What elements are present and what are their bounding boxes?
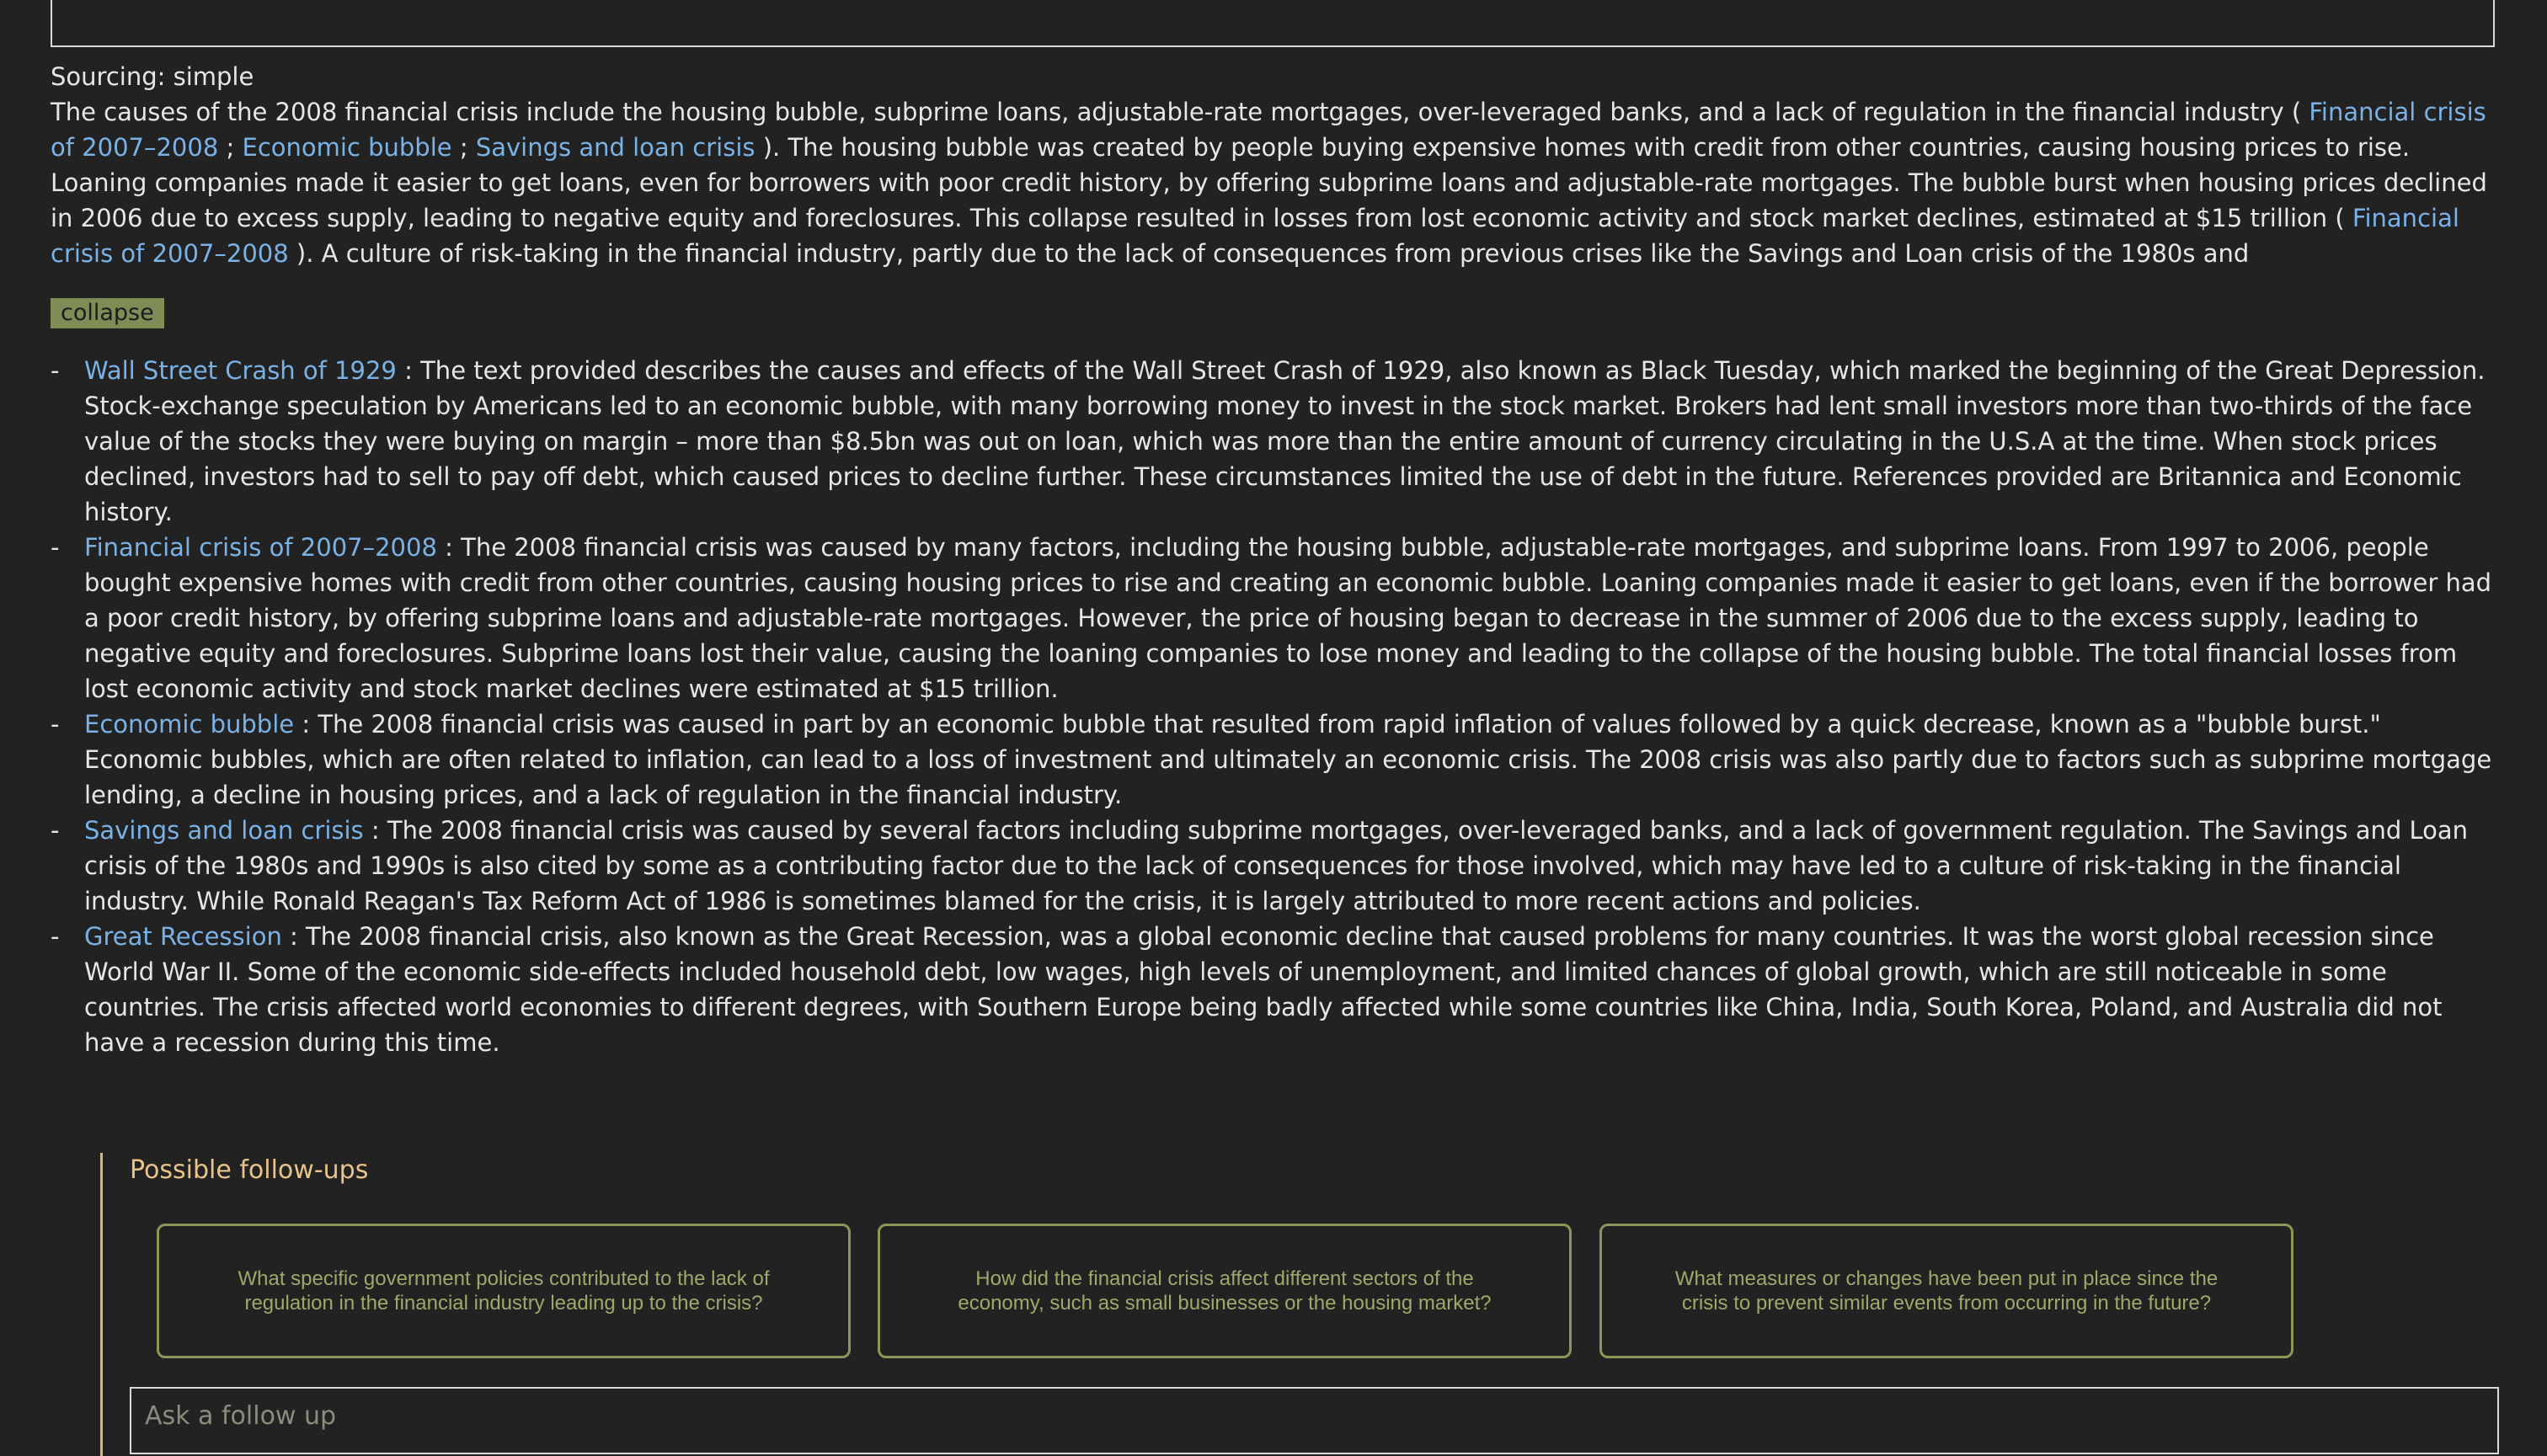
summary-text: ). A culture of risk-taking in the financial industry, partly due to the lack of consequences from previous crises like the Savings and Loan crisis of the 1980s and: [288, 239, 2250, 268]
followup-card[interactable]: [878, 1224, 1572, 1358]
source-text: : The 2008 financial crisis was caused in part by an economic bubble that resulted from rapid inflation of values followed by a quick decrease, known as a "bubble burst." Economic bubbles, which are often related to inflation, can lead to a loss of investment and ultimately an economic crisis. The 2008 crisis was also partly due to factors such as subprime mortgage lending, a decline in housing prices, and a lack of regulation in the financial industry.: [84, 710, 2492, 809]
summary-separator: ;: [451, 133, 476, 162]
source-item: [51, 353, 2496, 530]
followups-title: Possible follow-ups: [130, 1155, 369, 1185]
source-item: [51, 813, 2496, 919]
followup-card-text: What measures or changes have been put in place since the crisis to prevent similar events from occurring in the future?: [1674, 1267, 2219, 1315]
source-text: : The 2008 financial crisis, also known as the Great Recession, was a global economic decline that caused problems for many countries. It was the worst global recession since World War II. Some of the economic side-effects included household debt, low wages, high levels of unemployment, and limited chances of global growth, which are still noticeable in some countries. The crisis affected world economies to different degrees, with Southern Europe being badly affected while some countries like China, India, South Korea, Poland, and Australia did not have a recession during this time.: [84, 922, 2443, 1057]
source-text: : The 2008 financial crisis was caused by many factors, including the housing bubble, adjustable-rate mortgages, and subprime loans. From 1997 to 2006, people bought expensive homes with credit from other countries, causing housing prices to rise and creating an economic bubble. Loaning companies made it easier to get loans, even if the borrower had a poor credit history, by offering subprime loans and adjustable-rate mortgages. However, the price of housing began to decrease in the summer of 2006 due to the excess supply, leading to negative equity and foreclosures. Subprime loans lost their value, causing the loaning companies to lose money and leading to the collapse of the housing bubble. The total financial losses from lost economic activity and stock market declines were estimated at $15 trillion.: [84, 533, 2492, 703]
source-link-economic-bubble[interactable]: Economic bubble: [84, 710, 295, 739]
collapse-button[interactable]: collapse: [51, 298, 164, 328]
summary-paragraph: [51, 94, 2496, 271]
followups-section: [100, 1153, 2499, 1456]
source-text: : The 2008 financial crisis was caused by several factors including subprime mortgages, over-leveraged banks, and a lack of government regulation. The Savings and Loan crisis of the 1980s and 1990s is also cited by some as a contributing factor due to the lack of consequences for those involved, which may have led to a culture of risk-taking in the financial industry. While Ronald Reagan's Tax Reform Act of 1986 is sometimes blamed for the crisis, it is largely attributed to more recent actions and policies.: [84, 816, 2469, 915]
sourcing-label: Sourcing: simple: [51, 62, 254, 91]
source-link-wall-street-crash[interactable]: Wall Street Crash of 1929: [84, 356, 397, 385]
source-link-savings-loan[interactable]: Savings and loan crisis: [84, 816, 364, 845]
citation-link-financial-crisis-2[interactable]: Financial crisis of 2007–2008: [51, 204, 2459, 268]
list-dash: -: [51, 710, 60, 739]
summary-separator: ;: [218, 133, 243, 162]
followup-card-text: How did the financial crisis affect different sectors of the economy, such as small businesses or the housing market?: [958, 1267, 1492, 1315]
source-item: [51, 530, 2496, 707]
sources-list: [51, 353, 2496, 1060]
source-item: [51, 707, 2496, 813]
source-text: : The text provided describes the causes and effects of the Wall Street Crash of 1929, also known as Black Tuesday, which marked the beginning of the Great Depression. Stock-exchange speculation by Americans led to an economic bubble, with many borrowing money to invest in the stock market. Brokers had lent small investors more than two-thirds of the face value of the stocks they were buying on margin – more than $8.5bn was out on loan, which was more than the entire amount of currency circulating in the U.S.A at the time. When stock prices declined, investors had to sell to pay off debt, which caused prices to decline further. These circumstances limited the use of debt in the future. References provided are Britannica and Economic history.: [84, 356, 2486, 526]
source-link-great-recession[interactable]: Great Recession: [84, 922, 282, 951]
citation-link-financial-crisis[interactable]: Financial crisis of 2007–2008: [51, 98, 2486, 162]
citation-link-economic-bubble[interactable]: Economic bubble: [242, 133, 452, 162]
list-dash: -: [51, 533, 60, 562]
list-dash: -: [51, 816, 60, 845]
list-dash: -: [51, 356, 60, 385]
followup-card-text: What specific government policies contributed to the lack of regulation in the financial industry leading up to the crisis?: [238, 1267, 770, 1315]
answer-content: [51, 59, 2496, 1060]
source-item: [51, 919, 2496, 1060]
summary-text: ). The housing bubble was created by people buying expensive homes with credit from other countries, causing housing prices to rise. Loaning companies made it easier to get loans, even for borrowers with poor credit history, by offering subprime loans and adjustable-rate mortgages. The bubble burst when housing prices declined in 2006 due to excess supply, leading to negative equity and foreclosures. This collapse resulted in losses from lost economic activity and stock market declines, estimated at $15 trillion (: [51, 133, 2487, 232]
list-dash: -: [51, 922, 60, 951]
followup-card[interactable]: [157, 1224, 851, 1358]
source-link-financial-crisis[interactable]: Financial crisis of 2007–2008: [84, 533, 437, 562]
citation-link-savings-loan[interactable]: Savings and loan crisis: [475, 133, 756, 162]
followup-card[interactable]: [1599, 1224, 2293, 1358]
ask-followup-input[interactable]: [130, 1387, 2499, 1454]
top-input-box[interactable]: [51, 0, 2495, 47]
summary-text: The causes of the 2008 financial crisis include the housing bubble, subprime loans, adjustable-rate mortgages, over-leveraged banks, and a lack of regulation in the financial industry (: [51, 98, 2309, 126]
